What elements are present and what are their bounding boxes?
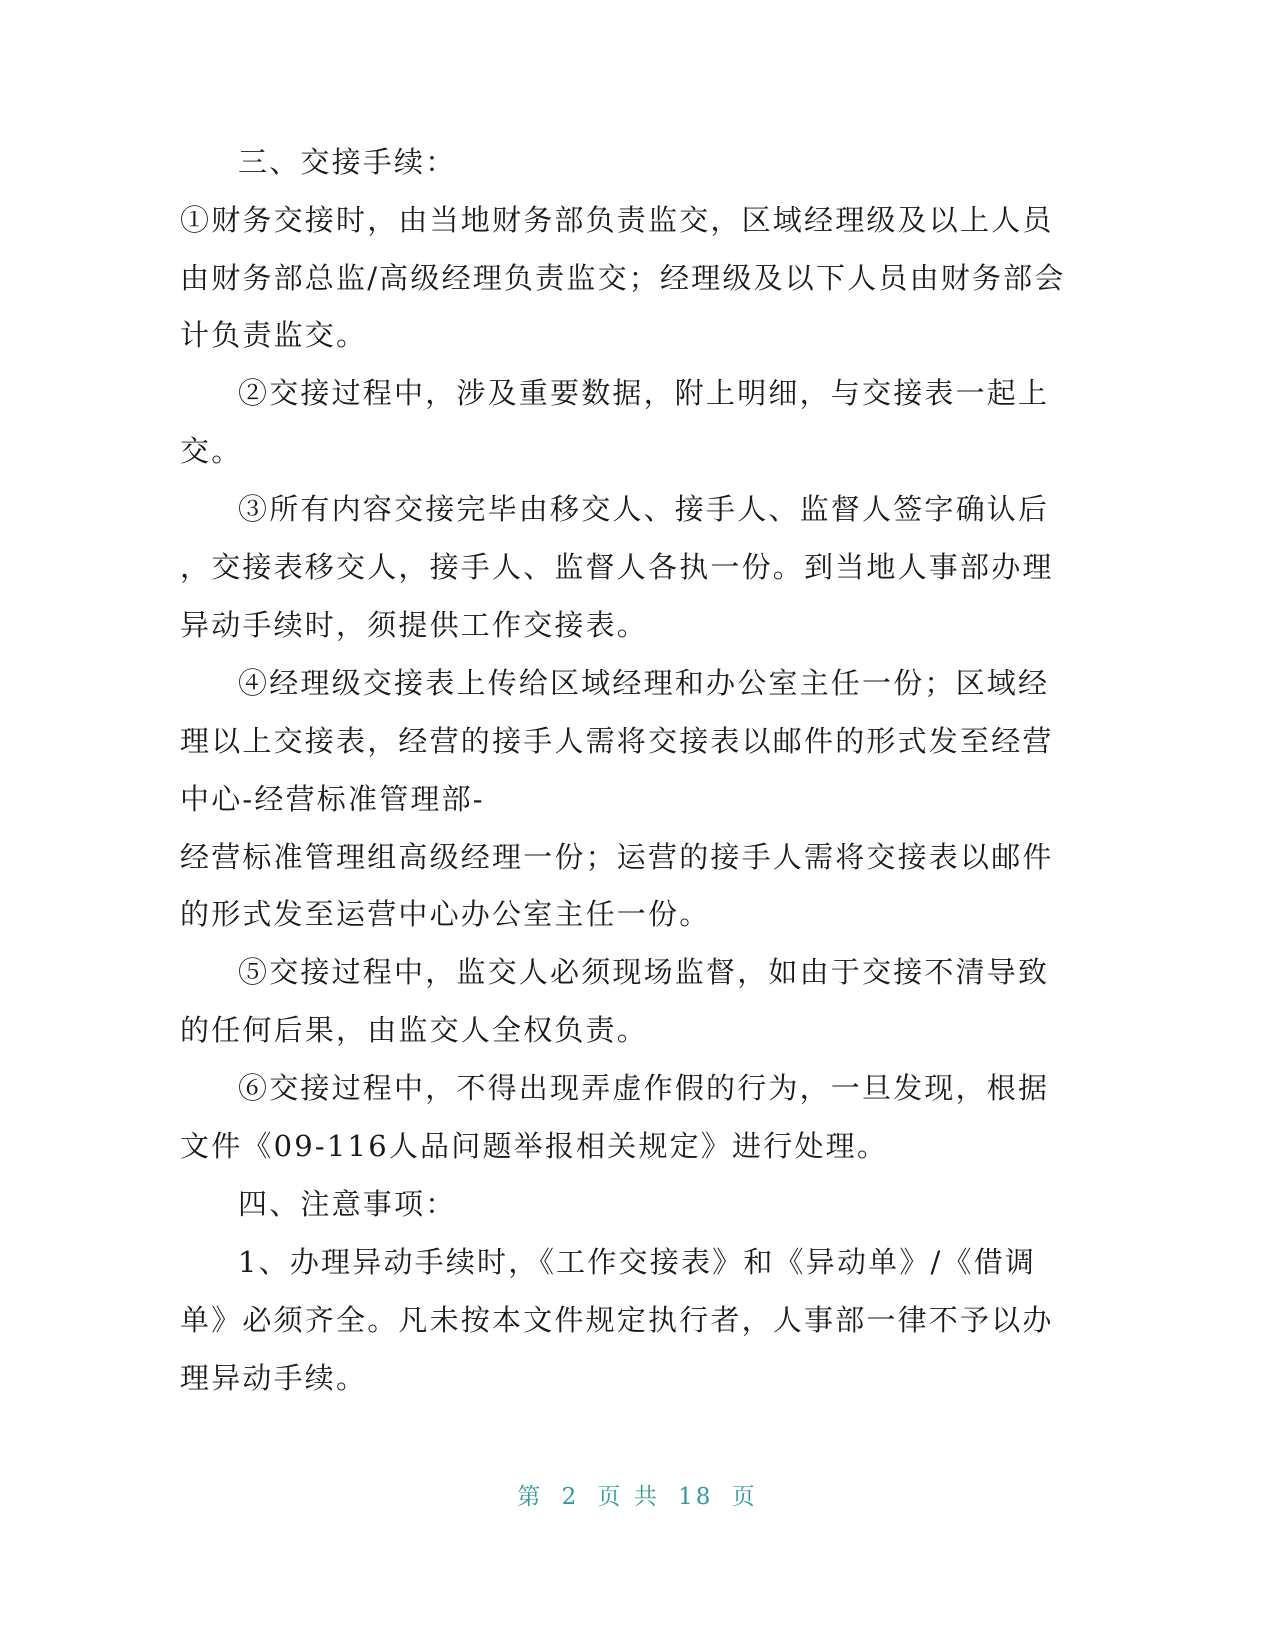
paragraph-line: 理异动手续。 bbox=[180, 1361, 368, 1395]
page-footer bbox=[0, 1478, 1275, 1511]
paragraph-line: 交。 bbox=[180, 434, 243, 468]
page-total: 18 bbox=[678, 1484, 714, 1510]
paragraph-line: 文件《09-116人品问题举报相关规定》进行处理。 bbox=[180, 1129, 889, 1163]
paragraph-line: 的任何后果，由监交人全权负责。 bbox=[180, 1013, 649, 1047]
section-heading-4: 四、注意事项： bbox=[238, 1187, 457, 1221]
footer-middle: 页 共 bbox=[597, 1484, 660, 1510]
paragraph-line: ⑤交接过程中，监交人必须现场监督，如由于交接不清导致 bbox=[238, 955, 1050, 989]
paragraph-line: ②交接过程中，涉及重要数据，附上明细，与交接表一起上 bbox=[238, 376, 1050, 410]
footer-prefix: 第 bbox=[517, 1484, 544, 1510]
paragraph-line: 异动手续时，须提供工作交接表。 bbox=[180, 608, 649, 642]
paragraph-line: 经营标准管理组高级经理一份；运营的接手人需将交接表以邮件 bbox=[180, 840, 1054, 874]
paragraph-line: ①财务交接时，由当地财务部负责监交，区域经理级及以上人员 bbox=[180, 203, 1054, 237]
page-number: 2 bbox=[561, 1484, 580, 1510]
paragraph-line: ④经理级交接表上传给区域经理和办公室主任一份；区域经 bbox=[238, 666, 1050, 700]
paragraph-line: 1、办理异动手续时，《工作交接表》和《异动单》/《借调 bbox=[238, 1245, 1037, 1279]
paragraph-line: 由财务部总监/高级经理负责监交；经理级及以下人员由财务部会 bbox=[180, 261, 1066, 295]
paragraph-line: 理以上交接表，经营的接手人需将交接表以邮件的形式发至经营 bbox=[180, 724, 1054, 758]
paragraph-line: ，交接表移交人，接手人、监督人各执一份。到当地人事部办理 bbox=[180, 550, 1054, 584]
paragraph-line: 的形式发至运营中心办公室主任一份。 bbox=[180, 897, 711, 931]
footer-suffix: 页 bbox=[731, 1484, 758, 1510]
paragraph-line: 中心-经营标准管理部- bbox=[180, 782, 485, 816]
section-heading-3: 三、交接手续： bbox=[238, 145, 457, 179]
paragraph-line: ③所有内容交接完毕由移交人、接手人、监督人签字确认后 bbox=[238, 492, 1050, 526]
paragraph-line: ⑥交接过程中，不得出现弄虚作假的行为，一旦发现，根据 bbox=[238, 1071, 1050, 1105]
paragraph-line: 计负责监交。 bbox=[180, 318, 368, 352]
paragraph-line: 单》必须齐全。凡未按本文件规定执行者，人事部一律不予以办 bbox=[180, 1303, 1054, 1337]
